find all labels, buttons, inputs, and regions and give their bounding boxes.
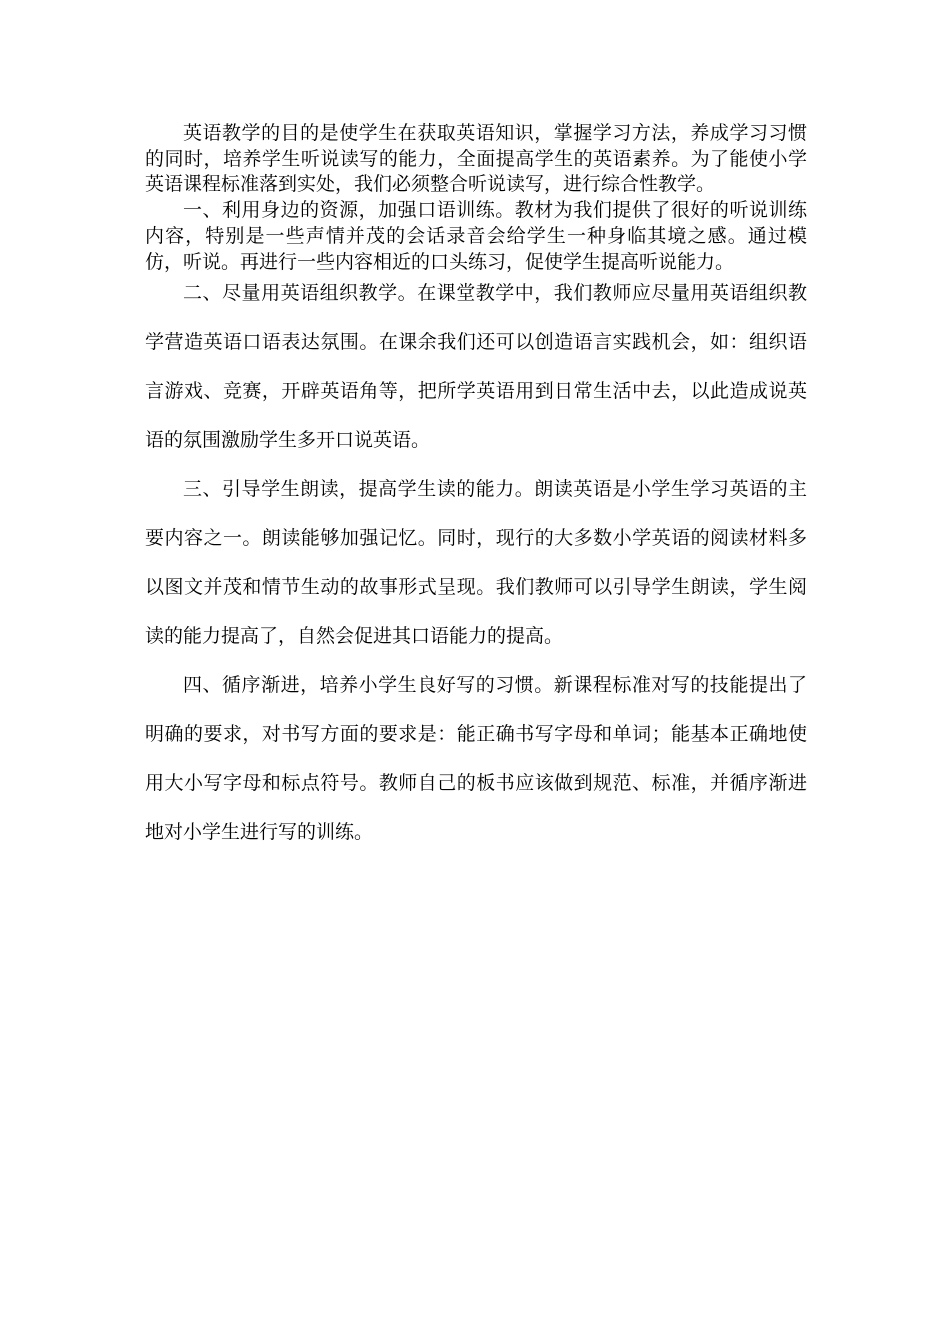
section-4-paragraph: 四、循序渐进，培养小学生良好写的习惯。新课程标准对写的技能提出了明确的要求，对书写方面的要求是：能正确书写字母和单词；能基本正确地使用大小写字母和标点符号。教师自己的板书应该做到规范、标准，并循序渐进地对小学生进行写的训练。 (145, 674, 807, 844)
section-2-paragraph: 二、尽量用英语组织教学。在课堂教学中，我们教师应尽量用英语组织教学营造英语口语表达氛围。在课余我们还可以创造语言实践机会，如：组织语言游戏、竞赛，开辟英语角等，把所学英语用到日常生活中去，以此造成说英语的氛围激励学生多开口说英语。 (145, 282, 807, 452)
document-body (145, 121, 807, 857)
section-1-paragraph: 一、利用身边的资源，加强口语训练。教材为我们提供了很好的听说训练内容，特别是一些声情并茂的会话录音会给学生一种身临其境之感。通过模仿，听说。再进行一些内容相近的口头练习，促使学生提高听说能力。 (145, 199, 807, 273)
intro-paragraph: 英语教学的目的是使学生在获取英语知识，掌握学习方法，养成学习习惯的同时，培养学生听说读写的能力，全面提高学生的英语素养。为了能使小学英语课程标准落到实处，我们必须整合听说读写，进行综合性教学。 (145, 122, 807, 196)
section-3-paragraph: 三、引导学生朗读，提高学生读的能力。朗读英语是小学生学习英语的主要内容之一。朗读能够加强记忆。同时，现行的大多数小学英语的阅读材料多以图文并茂和情节生动的故事形式呈现。我们教师可以引导学生朗读，学生阅读的能力提高了，自然会促进其口语能力的提高。 (145, 478, 807, 648)
